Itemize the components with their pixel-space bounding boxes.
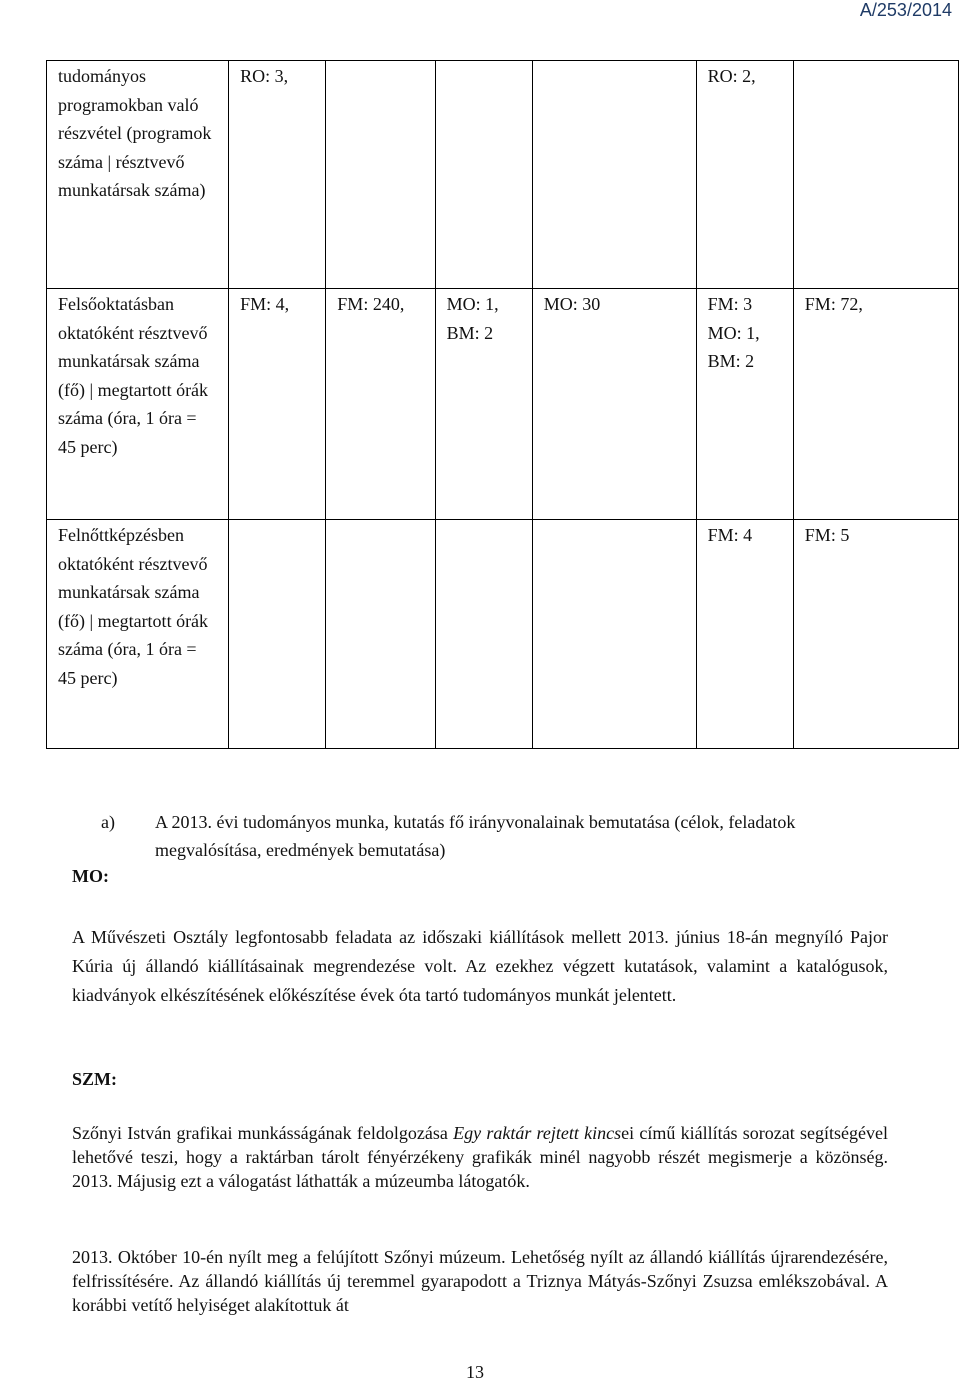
table-cell: MO: 1, BM: 2 bbox=[435, 289, 532, 520]
table-row bbox=[47, 520, 959, 749]
table-cell: FM: 240, bbox=[326, 289, 435, 520]
table-row bbox=[47, 61, 959, 289]
table-cell bbox=[326, 520, 435, 749]
table-cell: MO: 30 bbox=[532, 289, 696, 520]
table-cell bbox=[435, 520, 532, 749]
szm-paragraph-2: 2013. Október 10-én nyílt meg a felújított Szőnyi múzeum. Lehetőség nyílt az állandó kiállítás újrarendezésére, felfrissítésére. Az állandó kiállítás új teremmel gyarapodott a Triznya Mátyás-Szőnyi Zsuzsa emlékszobával. A korábbi vetítő helyiséget alakítottuk át bbox=[72, 1247, 888, 1315]
szm-text: ei című kiállítás sorozat segítségével lehetővé teszi, hogy a raktárban tárolt fényérzékeny grafikák minél nagyobb részét megismerje a közönség. 2013. Májusig ezt a válogatást láthatták a múzeumba látogatók. bbox=[72, 1123, 888, 1191]
table-cell: FM: 4 bbox=[696, 520, 793, 749]
section-heading: A 2013. évi tudományos munka, kutatás fő irányvonalainak bemutatása (célok, feladatok megvalósítása, eredmények bemutatása) bbox=[155, 812, 796, 860]
table-cell bbox=[532, 520, 696, 749]
row-label: tudományos programokban való részvétel (programok száma | résztvevő munkatársak száma) bbox=[47, 61, 229, 289]
table-cell: FM: 72, bbox=[793, 289, 958, 520]
document-id: A/253/2014 bbox=[859, 0, 952, 20]
list-marker: a) bbox=[101, 812, 115, 832]
table-cell bbox=[326, 61, 435, 289]
table-cell: FM: 4, bbox=[229, 289, 326, 520]
exhibition-title: Egy raktár rejtett kincs bbox=[453, 1123, 622, 1143]
table-cell: RO: 3, bbox=[229, 61, 326, 289]
table-cell bbox=[229, 520, 326, 749]
szm-label: SZM: bbox=[72, 1069, 117, 1089]
page-number: 13 bbox=[466, 1362, 484, 1382]
table-cell bbox=[793, 61, 958, 289]
row-label: Felsőoktatásban oktatóként résztvevő munkatársak száma (fő) | megtartott órák száma (óra, 1 óra = 45 perc) bbox=[47, 289, 229, 520]
mo-paragraph: A Művészeti Osztály legfontosabb feladata az időszaki kiállítások mellett 2013. június 18-án megnyíló Pajor Kúria új állandó kiállításainak megrendezése volt. Az ezekhez végzett kutatások, valamint a katalógusok, kiadványok elkészítésének előkészítése évek óta tartó tudományos munkát jelentett. bbox=[72, 927, 888, 1005]
statistics-table bbox=[46, 60, 959, 749]
row-label: Felnőttképzésben oktatóként résztvevő munkatársak száma (fő) | megtartott órák száma (óra, 1 óra = 45 perc) bbox=[47, 520, 229, 749]
table-cell bbox=[435, 61, 532, 289]
table-row bbox=[47, 289, 959, 520]
szm-paragraph-1 bbox=[72, 1121, 888, 1193]
table-cell: FM: 3 MO: 1, BM: 2 bbox=[696, 289, 793, 520]
table-cell bbox=[532, 61, 696, 289]
table-cell: RO: 2, bbox=[696, 61, 793, 289]
mo-label: MO: bbox=[72, 866, 109, 886]
table-cell: FM: 5 bbox=[793, 520, 958, 749]
szm-text: Szőnyi István grafikai munkásságának feldolgozása bbox=[72, 1123, 454, 1143]
